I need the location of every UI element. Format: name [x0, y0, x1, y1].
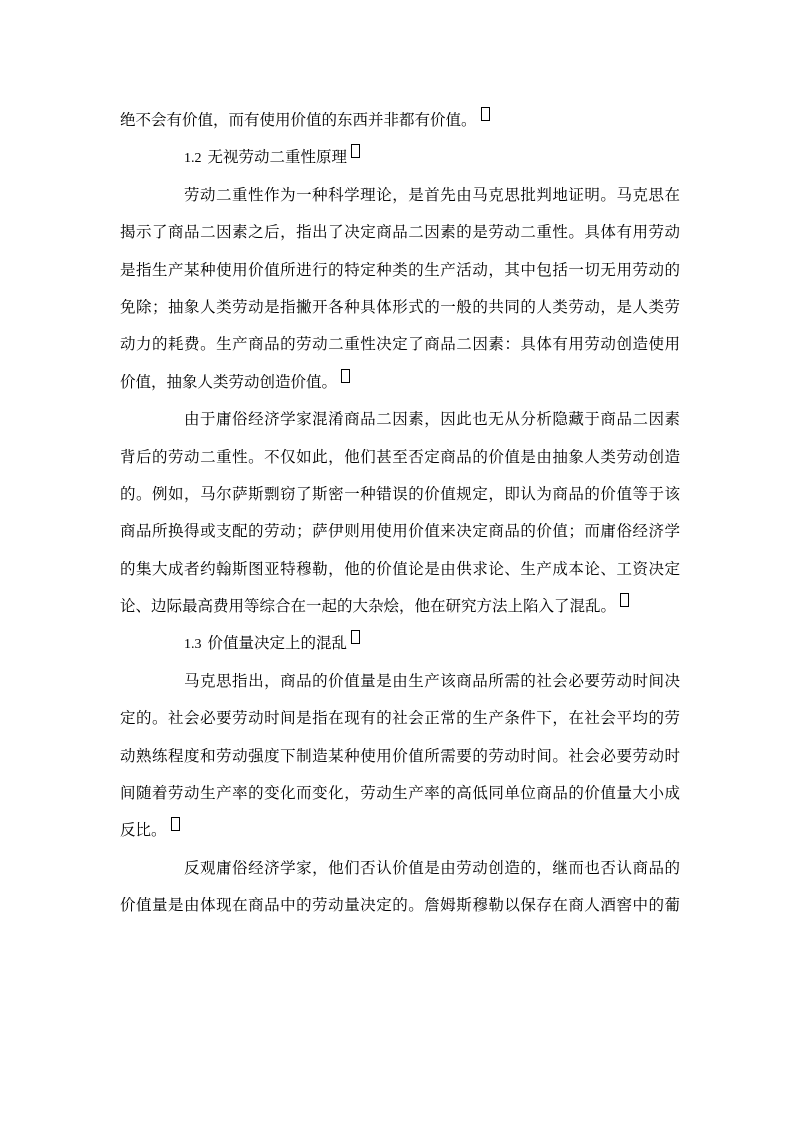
text-line [120, 401, 680, 438]
text-line-content: 的。例如，马尔萨斯剽窃了斯密一种错误的价值规定，即认为商品的价值等于该 [120, 484, 680, 503]
text-line [120, 476, 680, 513]
text-line [120, 513, 680, 550]
text-line [120, 289, 680, 326]
text-line [120, 177, 680, 214]
text-line [120, 102, 680, 139]
paragraph-mark-icon [171, 817, 180, 831]
paragraph [120, 177, 680, 401]
text-line-content: 价值，抽象人类劳动创造价值。 [120, 372, 338, 391]
text-line-content: 定的。社会必要劳动时间是指在现有的社会正常的生产条件下，在社会平均的劳 [120, 709, 680, 728]
text-line-content: 动力的耗费。生产商品的劳动二重性决定了商品二因素：具体有用劳动创造使用 [120, 335, 680, 354]
section-title: 价值量决定上的混乱 [207, 634, 348, 653]
section-number: 1.2 [184, 151, 202, 167]
section-title: 无视劳动二重性原理 [207, 148, 348, 167]
text-line-content: 马克思指出，商品的价值量是由生产该商品所需的社会必要劳动时间决 [184, 671, 680, 690]
paragraph-mark-icon [481, 107, 490, 121]
text-line [120, 663, 680, 700]
text-line-content: 的集大成者约翰斯图亚特穆勒，他的价值论是由供求论、生产成本论、工资决定 [120, 559, 680, 578]
section-heading [120, 139, 680, 176]
text-line [120, 588, 680, 625]
paragraph [120, 850, 680, 925]
text-line [120, 439, 680, 476]
text-line [120, 252, 680, 289]
text-line [120, 738, 680, 775]
paragraph-mark-icon [351, 630, 360, 644]
text-line-content: 免除；抽象人类劳动是指撇开各种具体形式的一般的共同的人类劳动，是人类劳 [120, 297, 680, 316]
text-line-content: 反观庸俗经济学家，他们否认价值是由劳动创造的，继而也否认商品的 [184, 858, 680, 877]
text-line-content: 价值量是由体现在商品中的劳动量决定的。詹姆斯穆勒以保存在商人酒窖中的葡 [120, 896, 680, 915]
paragraph-mark-icon [351, 144, 360, 158]
text-line [120, 364, 680, 401]
text-line-content: 商品所换得或支配的劳动；萨伊则用使用价值来决定商品的价值；而庸俗经济学 [120, 522, 680, 541]
text-line-content: 间随着劳动生产率的变化而变化，劳动生产率的高低同单位商品的价值量大小成 [120, 784, 680, 803]
text-line [120, 700, 680, 737]
text-line [120, 887, 680, 924]
text-line-content: 背后的劳动二重性。不仅如此，他们甚至否定商品的价值是由抽象人类劳动创造 [120, 447, 680, 466]
text-line-content: 反比。 [120, 821, 167, 840]
text-line-content: 由于庸俗经济学家混淆商品二因素，因此也无从分析隐藏于商品二因素 [184, 410, 680, 429]
text-line [120, 326, 680, 363]
section-number: 1.3 [184, 637, 202, 653]
text-line [120, 214, 680, 251]
paragraph [120, 401, 680, 625]
text-line [120, 812, 680, 849]
text-line-content: 动熟练程度和劳动强度下制造某种使用价值所需要的劳动时间。社会必要劳动时 [120, 746, 680, 765]
text-line-content: 是指生产某种使用价值所进行的特定种类的生产活动，其中包括一切无用劳动的 [120, 260, 680, 279]
text-line-content: 揭示了商品二因素之后，指出了决定商品二因素的是劳动二重性。具体有用劳动 [120, 223, 680, 242]
text-line [120, 775, 680, 812]
text-line-content: 劳动二重性作为一种科学理论，是首先由马克思批判地证明。马克思在 [184, 185, 680, 204]
section-heading [120, 625, 680, 662]
paragraph [120, 102, 680, 139]
paragraph-mark-icon [620, 593, 629, 607]
document-page [120, 102, 680, 925]
text-line-content: 论、边际最高费用等综合在一起的大杂烩，他在研究方法上陷入了混乱。 [120, 597, 617, 616]
text-line [120, 551, 680, 588]
text-line [120, 850, 680, 887]
paragraph [120, 663, 680, 850]
text-line-content: 绝不会有价值，而有使用价值的东西并非都有价值。 [120, 111, 477, 129]
paragraph-mark-icon [341, 369, 350, 383]
